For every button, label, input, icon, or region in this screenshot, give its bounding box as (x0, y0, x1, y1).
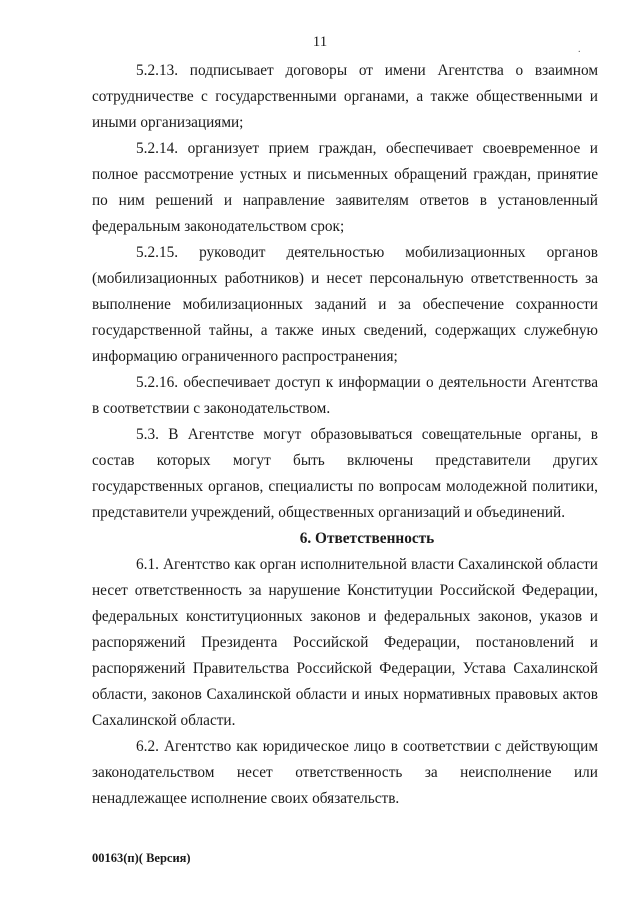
paragraph-5-2-13: 5.2.13. подписывает договоры от имени Агентства о взаимном сотрудничестве с государственными органами, а также общественными и иными организациями; (92, 62, 598, 131)
paragraph-6-2: 6.2. Агентство как юридическое лицо в соответствии с действующим законодательством несет ответственность за неисполнение или ненадлежащее исполнение своих обязательств. (92, 738, 598, 807)
section-title: 6. Ответственность (299, 530, 435, 547)
paragraph-5-2-16: 5.2.16. обеспечивает доступ к информации о деятельности Агентства в соответствии с законодательством. (92, 374, 598, 417)
paragraph-6-1: 6.1. Агентство как орган исполнительной власти Сахалинской области несет ответственность за нарушение Конституции Российской Федерации, федеральных конституционных законов и федеральных законов, указов и распоряжений Президента Российской Федерации, постановлений и распоряжений Правительства Российской Федерации, Устава Сахалинской области, законов Сахалинской области и иных нормативных правовых актов Сахалинской области. (92, 556, 598, 729)
paragraph-5-2-15: 5.2.15. руководит деятельностью мобилизационных органов (мобилизационных работников) и несет персональную ответственность за выполнение мобилизационных заданий и за обеспечение сохранности государственной тайны, а также иных сведений, содержащих служебную информацию ограниченного распространения; (92, 244, 598, 365)
page-number: 11 (312, 34, 328, 50)
document-body (92, 58, 598, 812)
paragraph-5-3: 5.3. В Агентстве могут образовываться совещательные органы, в состав которых могут быть включены представители других государственных органов, специалисты по вопросам молодежной политики, представители учреждений, общественных организаций и объединений. (92, 426, 598, 521)
scan-speck: . (578, 44, 581, 55)
paragraph-5-2-14: 5.2.14. организует прием граждан, обеспечивает своевременное и полное рассмотрение устных и письменных обращений граждан, принятие по ним решений и направление заявителям ответов в установленный федеральным законодательством срок; (92, 140, 598, 235)
document-code-footer: 00163(п)( Версия) (92, 851, 191, 865)
